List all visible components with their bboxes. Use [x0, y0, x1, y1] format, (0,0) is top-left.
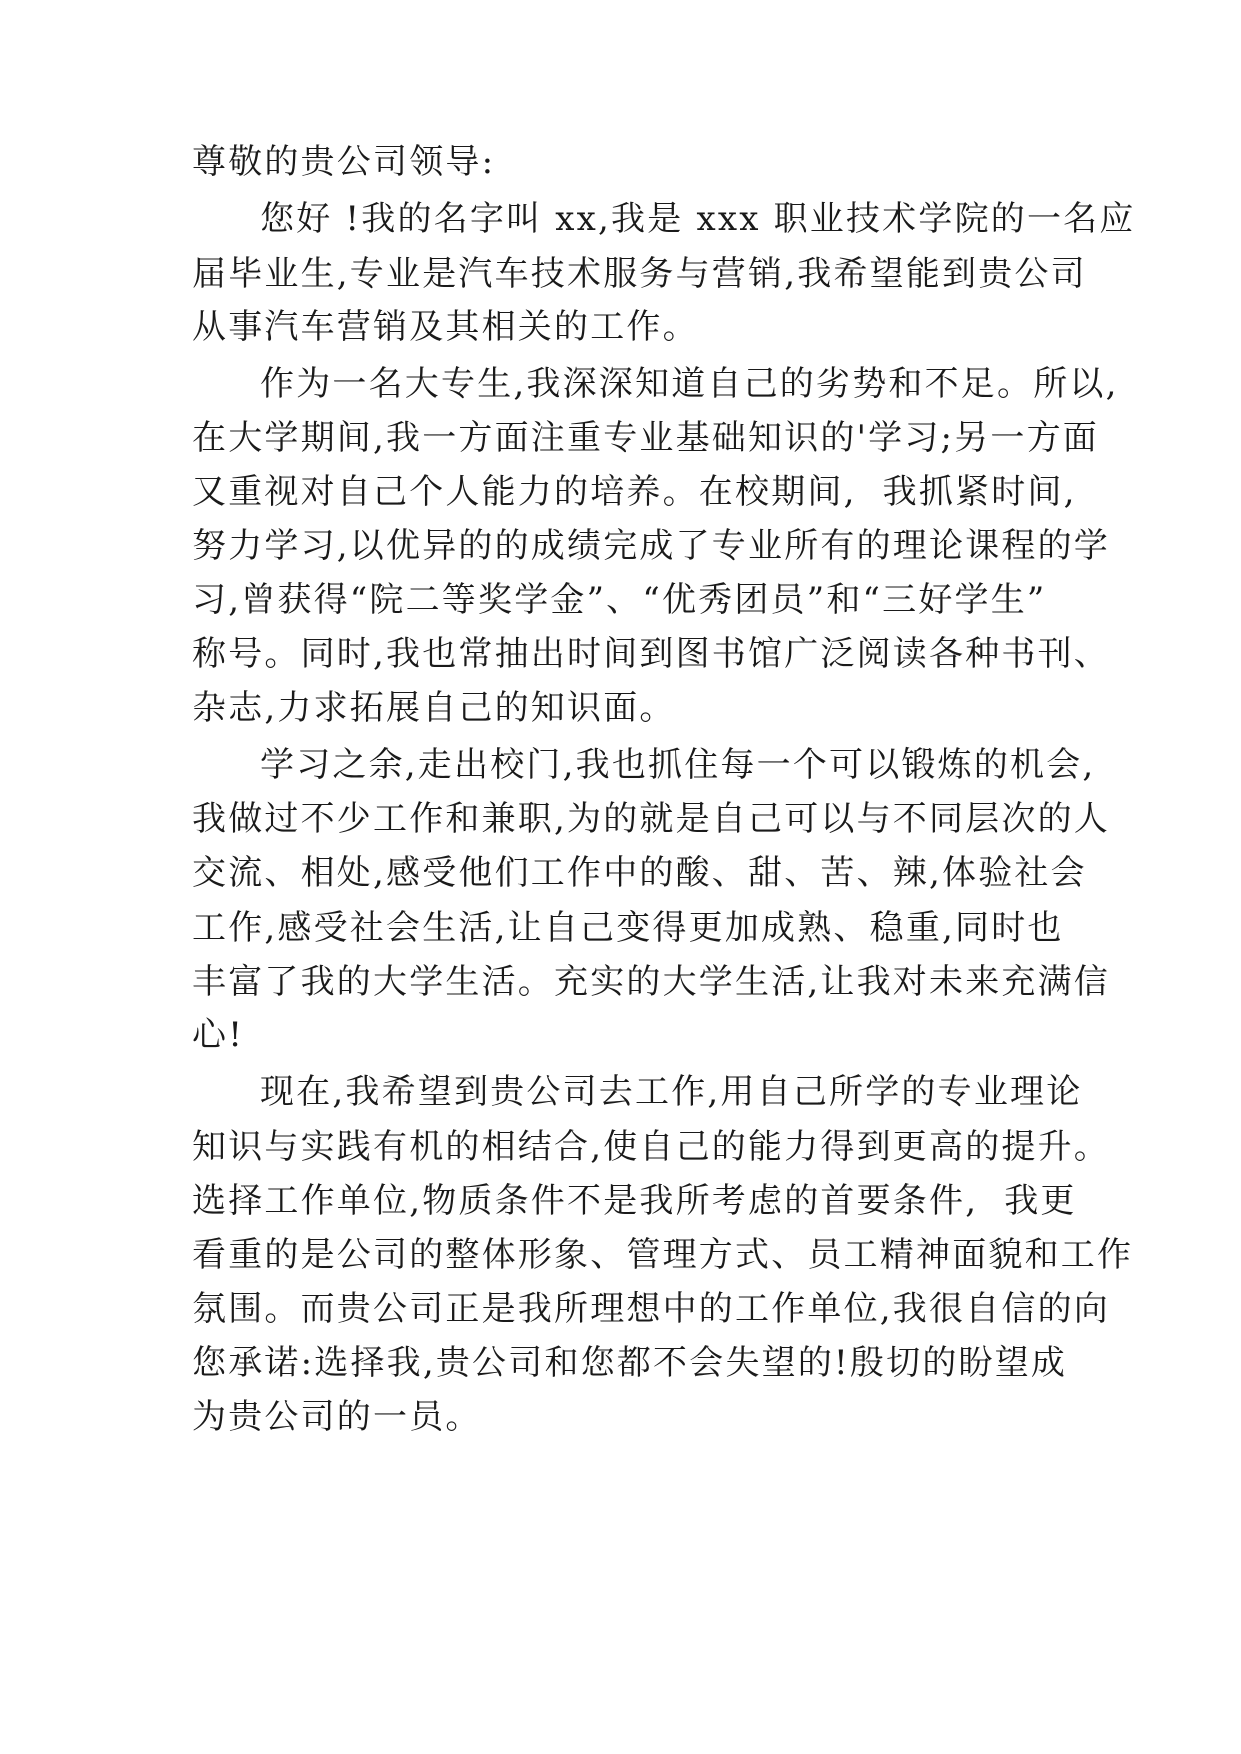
paragraph-4-line-4: 看重的是公司的整体形象、管理方式、员工精神面貌和工作 [192, 1235, 1134, 1275]
paragraph-2-line-3: 又重视对自己个人能力的培养。在校期间, 我抓紧时间, [192, 472, 1077, 512]
paragraph-2-line-7: 杂志,力求拓展自己的知识面。 [192, 688, 676, 728]
paragraph-3-line-5: 丰富了我的大学生活。充实的大学生活,让我对未来充满信 [192, 962, 1111, 1002]
paragraph-2-line-6: 称号。同时,我也常抽出时间到图书馆广泛阅读各种书刊、 [192, 634, 1111, 674]
paragraph-4-line-5: 氛围。而贵公司正是我所理想中的工作单位,我很自信的向 [192, 1289, 1111, 1329]
paragraph-2-line-1: 作为一名大专生,我深深知道自己的劣势和不足。所以, [260, 364, 1119, 404]
paragraph-3-line-6: 心! [192, 1015, 245, 1055]
paragraph-3-line-1: 学习之余,走出校门,我也抓住每一个可以锻炼的机会, [260, 745, 1096, 785]
paragraph-3-line-3: 交流、相处,感受他们工作中的酸、甜、苦、辣,体验社会 [192, 853, 1087, 893]
paragraph-4-line-2: 知识与实践有机的相结合,使自己的能力得到更高的提升。 [192, 1127, 1111, 1167]
paragraph-3-line-4: 工作,感受社会生活,让自己变得更加成熟、稳重,同时也 [192, 908, 1064, 948]
paragraph-4-line-3: 选择工作单位,物质条件不是我所考虑的首要条件, 我更 [192, 1181, 1077, 1221]
paragraph-2-line-2: 在大学期间,我一方面注重专业基础知识的'学习;另一方面 [192, 418, 1100, 458]
paragraph-4-line-6: 您承诺:选择我,贵公司和您都不会失望的!殷切的盼望成 [192, 1343, 1068, 1383]
paragraph-2-line-4: 努力学习,以优异的的成绩完成了专业所有的理论课程的学 [192, 526, 1111, 566]
paragraph-1-line-2: 届毕业生,专业是汽车技术服务与营销,我希望能到贵公司 [192, 254, 1087, 294]
paragraph-4-line-7: 为贵公司的一员。 [192, 1397, 482, 1437]
paragraph-2-line-5: 习,曾获得“院二等奖学金”、“优秀团员”和“三好学生” [192, 580, 1047, 620]
salutation: 尊敬的贵公司领导: [192, 142, 496, 182]
paragraph-1-line-1: 您好 !我的名字叫 xx,我是 xxx 职业技术学院的一名应 [260, 199, 1136, 239]
paragraph-1-line-3: 从事汽车营销及其相关的工作。 [192, 307, 699, 347]
paragraph-4-line-1: 现在,我希望到贵公司去工作,用自己所学的专业理论 [260, 1072, 1083, 1112]
paragraph-3-line-2: 我做过不少工作和兼职,为的就是自己可以与不同层次的人 [192, 799, 1111, 839]
